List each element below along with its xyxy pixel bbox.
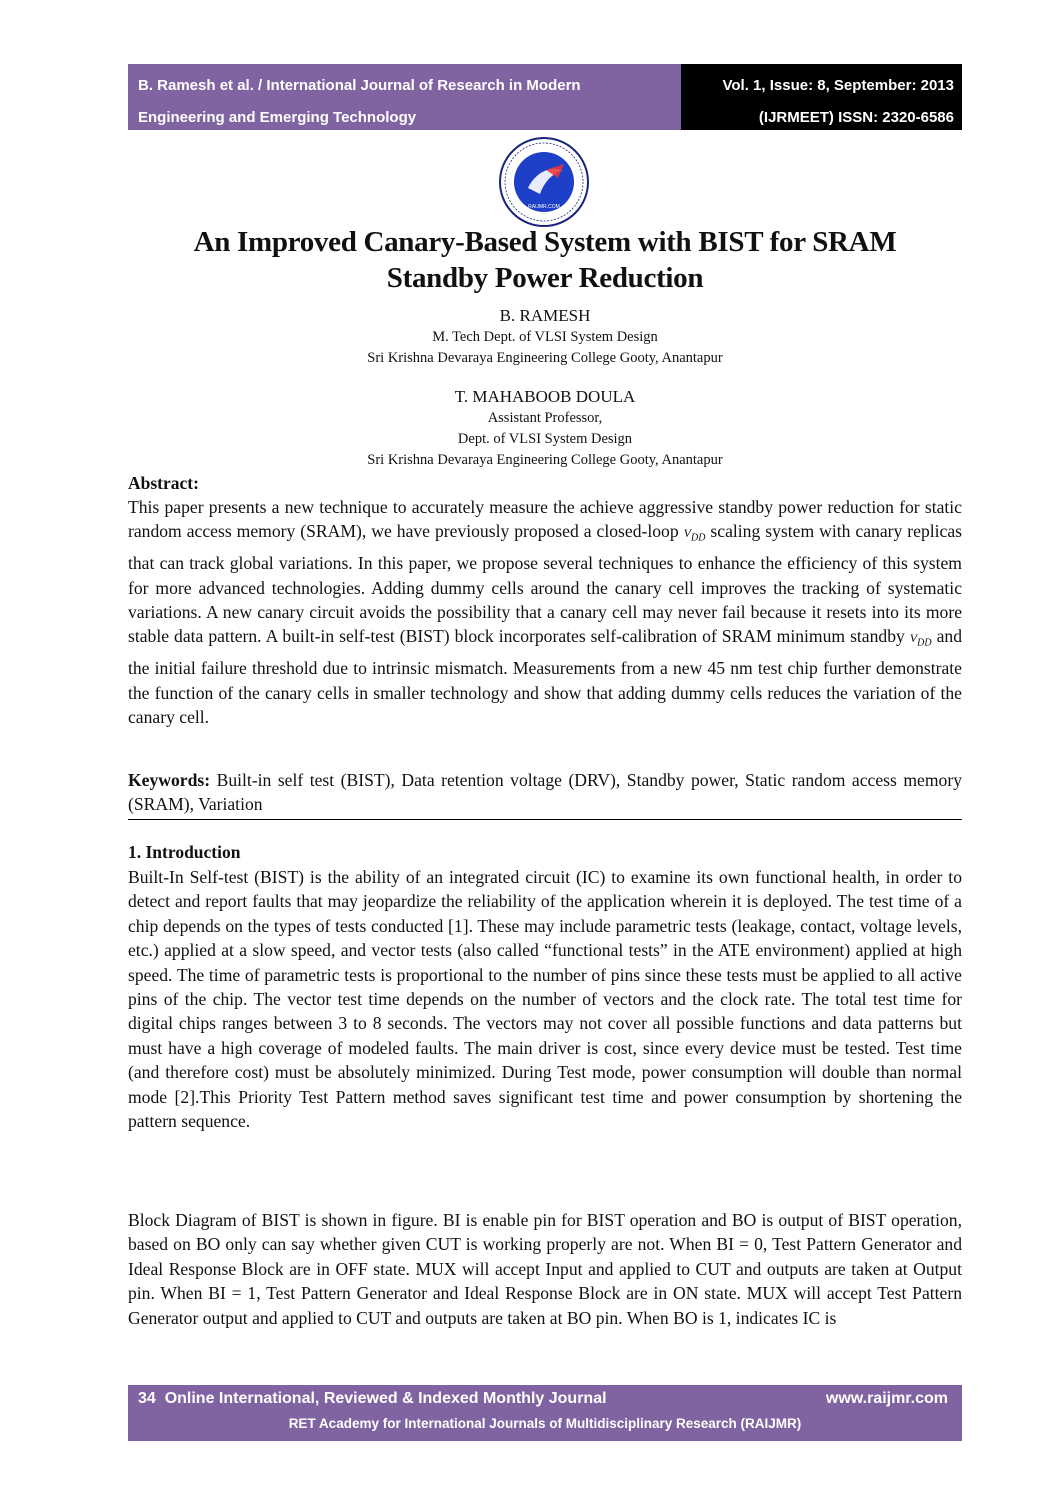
abstract-text-2: scaling system with canary replicas that can track global variations. In this paper, we propose several techniques to enhance the efficiency of this system for more advanced technologies. Adding dummy cells around the canary cell improves the tracking of systematic variations. A new canary circuit avoids the possibility that a canary cell may never fail because it resets into its more stable data pattern. A built-in self-test (BIST) block incorporates self-calibration of SRAM minimum standby [128, 521, 962, 647]
abstract-heading: Abstract: [128, 473, 199, 493]
intro-heading: 1. Introduction [128, 842, 241, 862]
paper-title [128, 224, 962, 296]
keywords-text: Built-in self test (BIST), Data retention voltage (DRV), Standby power, Static random access memory (SRAM), Variation [128, 770, 962, 815]
author-1-affil2: Sri Krishna Devaraya Engineering College Gooty, Anantapur [367, 350, 723, 366]
footer-journal-desc: Online International, Reviewed & Indexed Monthly Journal [164, 1390, 607, 1407]
header-right-line2: (IJRMEET) ISSN: 2320-6586 [758, 109, 954, 126]
footer-publisher: RET Academy for International Journals of Multidisciplinary Research (RAIJMR) [288, 1416, 802, 1431]
author-1 [128, 305, 962, 369]
vdd-symbol-2: $V_{DD}$ [909, 631, 932, 649]
author-2-affil2: Dept. of VLSI System Design [457, 431, 633, 447]
footer-url-link[interactable]: www.raijmr.com [825, 1390, 948, 1407]
author-1-affil1: M. Tech Dept. of VLSI System Design [432, 329, 658, 345]
footer-journal-line [138, 1389, 607, 1409]
title-line1: An Improved Canary-Based System with BIST for SRAM [193, 226, 897, 258]
keywords-label: Keywords: [128, 770, 211, 790]
author-2-affil1: Assistant Professor, [487, 410, 603, 426]
page-footer [128, 1385, 962, 1441]
running-header [128, 64, 962, 130]
abstract-body [128, 495, 962, 729]
abstract-text-1: This paper presents a new technique to accurately measure the achieve aggressive standby power reduction for static random access memory (SRAM), we have previously proposed a closed-loop [128, 497, 962, 542]
header-left-line2: Engineering and Emerging Technology [138, 109, 417, 126]
header-right-line1: Vol. 1, Issue: 8, September: 2013 [722, 77, 954, 94]
author-2-name: T. MAHABOOB DOULA [454, 387, 636, 406]
author-1-name: B. RAMESH [499, 306, 591, 325]
logo-center-text: RAIJMR.COM [528, 204, 560, 210]
keywords [128, 768, 962, 817]
intro-paragraph-2: Block Diagram of BIST is shown in figure. BI is enable pin for BIST operation and BO is output of BIST operation, based on BO only can say whether given CUT is working properly are not. When BI = 0, Test Pattern Generator and Ideal Response Block are in OFF state. MUX will accept Input and applied to CUT and outputs are taken at Output pin. When BI = 1, Test Pattern Generator and Ideal Response Block are in ON state. MUX will accept Test Pattern Generator output and applied to CUT and outputs are taken at BO pin. When BO is 1, indicates IC is [128, 1210, 962, 1328]
section-divider [128, 819, 962, 820]
page-number: 34 [138, 1390, 156, 1407]
author-2-affil3: Sri Krishna Devaraya Engineering College Gooty, Anantapur [367, 452, 723, 468]
header-issue-info [681, 64, 962, 130]
author-2 [128, 386, 962, 471]
abstract-text-3: and the initial failure threshold due to intrinsic mismatch. Measurements from a new 45 nm test chip further demonstrate the function of the canary cells in smaller technology and show that adding dummy cells reduces the variation of the canary cell. [128, 626, 962, 728]
header-journal-citation [128, 64, 681, 130]
title-line2: Standby Power Reduction [386, 262, 704, 294]
vdd-symbol-1: $V_{DD}$ [683, 526, 706, 544]
intro-paragraph-1: Built-In Self-test (BIST) is the ability of an integrated circuit (IC) to examine its own functional health, in order to detect and report faults that may jeopardize the reliability of the application wherein it is deployed. The test time of a chip depends on the types of tests conducted [1]. These may include parametric tests (leakage, contact, voltage levels, etc.) applied at a slow speed, and vector tests (also called “functional tests” in the ATE environment) applied at high speed. The time of parametric tests is proportional to the number of pins since these tests must be applied to all active pins of the chip. The vector test time depends on the number of vectors and the clock rate. The total test time for digital chips ranges between 3 to 8 seconds. The vectors may not cover all possible functions and data patterns but must have a high coverage of modeled faults. The main driver is cost, since every device must be tested. Test time (and therefore cost) must be absolutely minimized. During Test mode, power consumption will double than normal mode [2].This Priority Test Pattern method saves significant test time and power consumption by shortening the pattern sequence. [128, 867, 962, 1132]
header-left-line1: B. Ramesh et al. / International Journal of Research in Modern [138, 77, 581, 94]
journal-logo [492, 136, 596, 228]
